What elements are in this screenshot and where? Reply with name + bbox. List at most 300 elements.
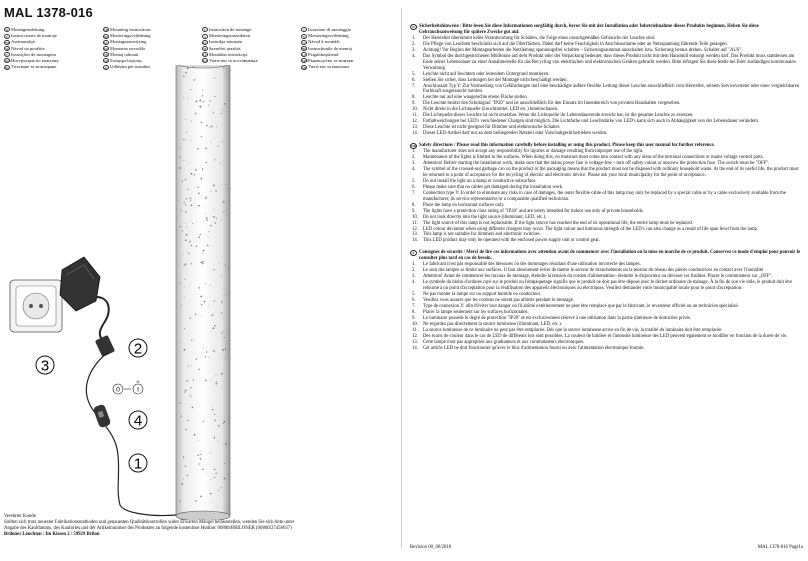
star-dot xyxy=(186,227,187,228)
star-dot xyxy=(224,103,226,105)
switch-state-symbols xyxy=(113,380,143,394)
star-dot xyxy=(183,478,184,479)
star-dot xyxy=(202,96,203,97)
list-item-number: 14. xyxy=(412,345,418,351)
list-item-number: 5. xyxy=(412,178,416,184)
list-item xyxy=(410,54,803,72)
section-heading xyxy=(410,250,803,262)
list-item-number: 11. xyxy=(412,220,418,226)
list-item-text: Do not look directly into the light source (illuminant, LED, etc.). xyxy=(423,214,547,220)
star-dot xyxy=(208,231,209,232)
star-dot xyxy=(224,463,225,464)
star-dot xyxy=(216,381,217,382)
star-dot xyxy=(214,477,215,478)
star-dot xyxy=(210,493,212,495)
star-dot xyxy=(214,414,215,415)
list-item-text: Diese Leuchte ist nicht geeignet für Dimmer und elektronische Schalter. xyxy=(423,125,561,131)
star-dot xyxy=(186,132,187,133)
star-dot xyxy=(207,220,208,221)
star-dot xyxy=(224,295,225,296)
star-dot xyxy=(211,479,212,480)
list-item-text: Cette lampe n'est pas appropriée aux graduateurs et aux commutateurs électroniques. xyxy=(423,339,585,345)
star-dot xyxy=(210,225,212,227)
list-item-text: Please make sure that no cables get damaged during the installation work. xyxy=(423,184,564,190)
star-dot xyxy=(199,463,200,464)
star-dot xyxy=(202,253,203,254)
star-dot xyxy=(206,472,207,473)
language-code-badge: NL xyxy=(104,40,108,45)
star-dot xyxy=(212,327,214,329)
list-item-number: 14. xyxy=(412,238,418,244)
step-3-label: 3 xyxy=(40,357,50,375)
list-item-text: Le luminaire possède le degré de protection "IP20" et est exclusivement réservé à une utilisation dans la partie intérieure de domiciles privés. xyxy=(423,315,692,321)
list-item-text: Die Pflege von Leuchten beschränkt sich auf die Oberflächen. Dabei darf keine Feuchtigkeit in Anschlussräume oder an Netzspannung führende Teile gelangen. xyxy=(423,41,728,47)
star-dot xyxy=(199,100,201,102)
star-dot xyxy=(204,301,206,303)
instruction-list xyxy=(410,149,803,244)
star-dot xyxy=(214,159,215,160)
star-dot xyxy=(184,223,185,224)
language-column xyxy=(202,27,297,70)
star-dot xyxy=(221,184,222,185)
list-item-number: 13. xyxy=(412,125,418,131)
language-code-badge: SK xyxy=(5,47,9,52)
star-dot xyxy=(210,453,211,454)
star-dot xyxy=(184,265,185,266)
language-code-badge: MK xyxy=(302,65,307,70)
star-dot xyxy=(213,350,214,351)
language-label: Paigaldusjuhend xyxy=(308,51,339,57)
star-dot xyxy=(216,126,217,127)
manufacturer-address: Briloner Leuchten / Im Kissen 2 / 59929 Brilon xyxy=(4,532,100,537)
list-item xyxy=(410,167,803,179)
list-item-text: Ne pas monter la lampe sur un support humide ou conducteur. xyxy=(423,292,542,298)
star-dot xyxy=(194,434,196,436)
star-dot xyxy=(181,483,183,485)
step-2-marker xyxy=(129,339,147,358)
star-dot xyxy=(201,136,202,137)
star-dot xyxy=(212,314,214,316)
star-dot xyxy=(200,458,202,460)
star-dot xyxy=(188,98,189,99)
list-item-number: 3. xyxy=(412,161,416,167)
star-dot xyxy=(186,380,187,381)
star-dot xyxy=(205,283,206,284)
language-label: Návod na použitie xyxy=(11,45,45,51)
list-item-number: 8. xyxy=(412,95,416,101)
star-dot xyxy=(218,146,219,147)
list-item-number: 7. xyxy=(412,303,416,309)
hotline-text: Angabe des Kaufdatums, des Kaufortes und der Artikelnummer des Produktes an folgende kostenlose Hotline: 00800/BRILONER (00800/27456637) xyxy=(4,526,292,531)
list-item-text: Das Symbol der durchgestrichenen Mülltonne auf dem Produkt oder der Verpackung bedeutet, dass dieses Produkt nicht mit dem Hausmüll entsorgt werden darf. Das Produkt muss stattdessen am Ende seiner Lebensdauer zu einer Annahmestelle für das Recycling von elektrischen und elektronischen Geräten gebracht werden. Bitte erfragen Sie diese Stelle bei Ihrer zuständigen kommunalen Verwaltung. xyxy=(423,53,796,71)
column-divider xyxy=(401,8,402,548)
customer-greeting: Verehrter Kunde xyxy=(4,514,36,519)
language-label: Instruction de montage xyxy=(209,27,252,32)
list-item-text: Le fabricant n'est pas responsable des blessures ou des dommages résultant d'une utilisation incorrecte des lampes. xyxy=(423,262,641,268)
star-dot xyxy=(202,90,203,91)
star-dot xyxy=(181,305,182,306)
star-dot xyxy=(185,429,186,430)
star-dot xyxy=(218,425,220,427)
list-item-text: Maintenance of the lights is limited to the surfaces. When doing this, no moisture must come into contact with any areas of the terminal connections or mains voltage control parts. xyxy=(423,155,764,161)
star-dot xyxy=(185,465,186,466)
star-dot xyxy=(214,325,216,327)
star-dot xyxy=(216,218,217,219)
star-dot xyxy=(195,169,197,171)
language-code-badge: DK xyxy=(104,34,109,39)
language-code-badge: AL xyxy=(104,65,108,70)
star-dot xyxy=(188,366,189,367)
star-dot xyxy=(179,167,181,169)
star-dot xyxy=(184,328,185,329)
star-dot xyxy=(191,173,193,175)
list-item-number: 6. xyxy=(412,184,416,190)
language-code-badge: E xyxy=(4,34,10,39)
star-dot xyxy=(215,190,216,191)
language-label: Συναρμολόγησης xyxy=(110,58,143,64)
language-label: Montāžas instrukcija xyxy=(209,51,248,57)
list-item-text: Stellen Sie sicher, dass Leitungen bei der Montage nicht beschädigt werden. xyxy=(423,77,568,83)
star-dot xyxy=(196,246,197,247)
star-dot xyxy=(225,184,226,185)
wall-socket xyxy=(10,280,62,332)
step-4-marker xyxy=(129,411,147,430)
language-label: Asennusohje xyxy=(11,39,35,45)
instruction-list xyxy=(410,36,803,137)
star-dot xyxy=(214,96,215,97)
star-dot xyxy=(220,276,221,277)
instruction-list xyxy=(410,262,803,351)
language-column xyxy=(301,27,396,70)
list-item-text: Ne regardez pas directement la source lumineuse (illuminant, LED, etc.). xyxy=(423,321,562,327)
list-item-number: 8. xyxy=(412,202,416,208)
list-item-text: Des écarts de couleur dans le cas de LED de différents lots sont possibles. La couleur de lumière et l'intensité lumineuse des LED peuvent également se modifier en fonction de la durée de vie. xyxy=(423,333,788,339)
language-code-badge: LT xyxy=(203,53,207,58)
step-2-label: 2 xyxy=(133,340,143,358)
star-dot xyxy=(186,140,187,141)
star-dot xyxy=(220,357,221,358)
star-dot xyxy=(224,478,226,480)
star-dot xyxy=(203,421,204,422)
section-heading-text: Safety directions / Please read this information carefully before installing or using this product. Please keep this user manual for further reference. xyxy=(419,143,715,149)
list-item-number: 14. xyxy=(412,131,418,137)
star-dot xyxy=(187,420,188,421)
step-4-label: 4 xyxy=(133,412,143,430)
star-dot xyxy=(192,407,194,409)
language-label: Montageaanwijzing xyxy=(110,39,147,45)
star-dot xyxy=(205,213,206,214)
star-dot xyxy=(183,457,184,458)
star-dot xyxy=(191,121,192,122)
star-dot xyxy=(211,381,212,382)
star-dot xyxy=(210,191,211,192)
star-dot xyxy=(197,148,198,149)
star-dot xyxy=(206,351,207,352)
list-item-text: Le symbole du bidon d'ordures rayé sur le produit ou l'empaquetage signifie que le produit ne doit pas être déposé avec le déchet ordinaire de ménage. À la fin de son vie utile, le produit doit être retourné à un point d'acceptation pour la réutilisation des appareils électroniques ou électriques. Veuillez demander votre municipalité locale pour le point d'acceptation. xyxy=(423,280,793,292)
section-heading-text: Consignes de sécurité / Merci de lire ces informations avec attention avant de commencer avec l'installation ou la mise en marche de ce produit. Conservez ce mode d'emploi pour pouvoir le consulter plus tard en cas de besoin. xyxy=(419,250,801,262)
list-item xyxy=(410,131,803,137)
list-item-text: Connection type Y: In order to eliminate any risks in case of damages, the outer flexible cable of this lamp may only be replaced by a special cable or by a cable exclusively available from the manufacturer, its service representative or a comparable qualified technician. xyxy=(423,190,786,202)
star-dot xyxy=(190,396,191,397)
list-item-text: Achtung! Vor Beginn der Montagearbeiten die Netzleitung spannungsfrei schalten – Sicherungsautomat ausschalten bzw. Sicherung heraus drehen. Schalter auf "AUS". xyxy=(423,47,743,53)
language-code-badge: RO xyxy=(104,47,109,52)
star-dot xyxy=(223,201,225,203)
star-dot xyxy=(180,226,181,227)
star-dot xyxy=(211,331,212,332)
star-dot xyxy=(221,373,223,375)
language-list xyxy=(4,27,396,70)
list-item-number: 4. xyxy=(412,280,416,286)
list-item-text: Dieser LED-Artikel darf nur an dem beiliegenden Netzteil oder Vorschaltgerät betrieben werden. xyxy=(423,131,608,137)
star-dot xyxy=(218,441,219,442)
star-dot xyxy=(180,501,181,502)
lamp-tube xyxy=(176,65,230,520)
list-item-text: Leuchte nur auf eine waagerechte ebene Fläche stellen xyxy=(423,95,527,101)
list-item-text: Die Lichtquelle dieser Leuchte ist nicht ersetzbar. Wenn die Lichtquelle ihr Lebensdauerende erreicht hat, ist die gesamte Leuchte zu ersetzen. xyxy=(423,113,694,119)
star-dot xyxy=(200,234,201,235)
star-dot xyxy=(225,264,226,265)
power-adapter xyxy=(60,257,109,323)
star-dot xyxy=(223,67,224,68)
language-code-badge: UA xyxy=(203,59,208,64)
list-item-number: 9. xyxy=(412,315,416,321)
language-label: Návod k montáži xyxy=(308,39,340,45)
star-dot xyxy=(198,205,200,207)
star-dot xyxy=(188,252,189,253)
star-dot xyxy=(211,141,212,142)
language-label: Упътване за монтиране xyxy=(11,64,57,70)
star-dot xyxy=(207,245,209,247)
safety-section xyxy=(410,143,803,244)
list-item-text: Farbabweichungen bei LED's verschiedener Chargen sind möglich. Die Lichtfarbe und Leuchtstärke von LED's kann sich auch in Abhängigkeit von der Lebensdauer verändern. xyxy=(423,119,759,125)
list-item-number: 9. xyxy=(412,208,416,214)
star-dot xyxy=(203,101,204,102)
language-code-badge: GR xyxy=(104,59,109,64)
star-dot xyxy=(198,193,200,195)
language-flag-badge: F xyxy=(410,250,417,256)
star-dot xyxy=(190,198,192,200)
star-dot xyxy=(199,106,201,108)
star-dot xyxy=(215,222,216,223)
star-dot xyxy=(201,262,202,263)
language-label: Instruções de montagem xyxy=(11,51,56,57)
star-dot xyxy=(219,263,220,264)
list-item-number: 1. xyxy=(412,35,416,41)
star-dot xyxy=(193,79,194,80)
star-dot xyxy=(221,332,222,333)
list-item xyxy=(410,280,803,292)
step-3-marker xyxy=(36,356,54,375)
list-item-text: Nicht direkt in die Lichtquelle (Leuchtmittel, LED etc.) hineinschauen. xyxy=(423,107,559,113)
star-dot xyxy=(191,340,192,341)
list-item-number: 2. xyxy=(412,268,416,274)
star-dot xyxy=(218,490,219,491)
list-item-number: 12. xyxy=(412,226,418,232)
star-dot xyxy=(190,387,191,388)
star-dot xyxy=(221,312,222,313)
language-code-badge: CZ xyxy=(302,40,306,45)
language-label: Monteringsinstruktion xyxy=(209,33,251,39)
page-title: MAL 1378-016 xyxy=(4,5,93,20)
star-dot xyxy=(198,369,199,370)
star-dot xyxy=(214,300,215,301)
star-dot xyxy=(213,112,214,113)
star-dot xyxy=(183,76,184,77)
star-dot xyxy=(193,66,194,67)
star-dot xyxy=(198,237,200,239)
list-item-text: Placer la lampe seulement sur les surfaces horizontales. xyxy=(423,309,529,315)
language-code-badge: F xyxy=(202,27,208,32)
star-dot xyxy=(198,187,199,188)
star-dot xyxy=(185,211,186,212)
star-dot xyxy=(184,297,185,298)
language-code-badge: TR xyxy=(104,53,108,58)
star-dot xyxy=(204,206,205,207)
star-dot xyxy=(201,178,203,180)
safety-section xyxy=(410,250,803,351)
star-dot xyxy=(183,97,184,98)
list-item-number: 5. xyxy=(412,292,416,298)
star-dot xyxy=(202,263,203,264)
list-item-number: 13. xyxy=(412,339,418,345)
star-dot xyxy=(223,331,224,332)
star-dot xyxy=(216,473,217,474)
star-dot xyxy=(215,374,216,375)
star-dot xyxy=(208,237,209,238)
list-item-number: 10. xyxy=(412,214,418,220)
star-dot xyxy=(206,196,207,197)
language-code-badge: P xyxy=(4,52,10,57)
star-dot xyxy=(220,220,221,221)
star-dot xyxy=(223,423,224,424)
star-dot xyxy=(184,349,186,351)
list-item-text: This LED product may only be operated with the enclosed power supply unit or control gear. xyxy=(423,238,600,244)
star-dot xyxy=(185,119,186,120)
star-dot xyxy=(193,379,194,380)
star-dot xyxy=(206,217,208,219)
star-dot xyxy=(225,359,226,360)
star-dot xyxy=(182,180,183,181)
language-entry xyxy=(202,58,297,64)
star-dot xyxy=(184,286,185,287)
language-code-badge: BG xyxy=(5,65,10,70)
star-dot xyxy=(210,100,211,101)
star-dot xyxy=(218,142,219,143)
list-item-number: 8. xyxy=(412,309,416,315)
star-dot xyxy=(200,262,201,263)
star-dot xyxy=(180,342,181,343)
star-dot xyxy=(213,185,215,187)
list-item-number: 7. xyxy=(412,83,416,89)
star-dot xyxy=(202,168,203,169)
section-heading xyxy=(410,24,803,36)
list-item-number: 11. xyxy=(412,327,418,333)
list-item xyxy=(410,346,803,352)
list-item-number: 5. xyxy=(412,71,416,77)
language-label: Montarno navodilo xyxy=(110,45,146,51)
star-dot xyxy=(210,285,211,286)
star-dot xyxy=(200,496,202,498)
star-dot xyxy=(184,202,185,203)
star-dot xyxy=(225,348,227,350)
page-footer xyxy=(410,545,803,550)
language-column xyxy=(4,27,99,70)
language-label: Mounting instructions xyxy=(110,27,151,32)
language-label: Monteringsveiledning xyxy=(308,33,349,39)
language-code-badge: H xyxy=(203,47,207,52)
language-label: Montageanleitung xyxy=(11,27,45,32)
star-dot xyxy=(205,380,206,381)
list-item-number: 1. xyxy=(412,262,416,268)
list-item-text: Do not install the light on a damp or conductive subsurface. xyxy=(423,178,537,184)
star-dot xyxy=(203,347,204,348)
list-item-number: 12. xyxy=(412,119,418,125)
list-item xyxy=(410,238,803,244)
list-item-number: 1. xyxy=(412,149,416,155)
star-dot xyxy=(190,200,191,201)
star-dot xyxy=(183,253,184,254)
star-dot xyxy=(184,160,185,161)
star-dot xyxy=(203,250,205,252)
step-1-marker xyxy=(129,454,147,473)
star-dot xyxy=(205,197,207,199)
star-dot xyxy=(216,507,217,508)
star-dot xyxy=(185,204,186,205)
star-dot xyxy=(213,209,214,210)
star-dot xyxy=(221,113,222,114)
star-dot xyxy=(222,349,224,351)
star-dot xyxy=(202,316,203,317)
language-code-badge: RUS xyxy=(5,59,11,64)
list-item-number: 13. xyxy=(412,232,418,238)
star-dot xyxy=(214,420,215,421)
language-label: Instrucciones de montaje xyxy=(11,33,57,39)
star-dot xyxy=(210,379,211,380)
list-item-number: 9. xyxy=(412,101,416,107)
star-dot xyxy=(182,230,183,231)
star-dot xyxy=(195,500,197,502)
list-item-text: Veuillez vous assurer que les cordons ne soient pas abîmés pendant le montage. xyxy=(423,297,575,303)
star-dot xyxy=(185,390,187,392)
star-dot xyxy=(194,174,195,175)
language-label: Ръководство за монтаж xyxy=(308,58,354,64)
list-item-text: The light source of this lamp is not replaceable. If the light source has reached the end of its operational life, the entire lamp must be replaced. xyxy=(423,220,693,226)
list-item-text: Cet article LED ne doit fonctionner qu'avec le bloc d'alimentation fourni ou avec l'alimentation électronique fournie. xyxy=(423,345,645,351)
revision-label: Revision 00_06/2018 xyxy=(410,545,452,550)
language-code-badge: PL xyxy=(203,40,207,45)
list-item-text: Attention! Before starting the installation work, make sure that the mains power line is voltage-free – turn off safety cutout or unscrew the protection fuse. The switch must be "OFF". xyxy=(423,161,770,167)
list-item-text: Anschlussart Typ Y: Zur Vermeidung von Gefährdungen darf eine beschädigte äußere flexible Leitung dieser Leuchte ausschließlich vom Hersteller, seinem Serviceverteter oder einer vergleichbaren Fachkraft ausgetauscht werden. xyxy=(423,83,800,95)
star-dot xyxy=(205,147,207,149)
star-dot xyxy=(208,105,209,106)
star-dot xyxy=(185,263,187,265)
star-dot xyxy=(209,357,210,358)
customer-notice xyxy=(4,514,396,538)
star-dot xyxy=(206,125,207,126)
language-column xyxy=(103,27,198,70)
star-dot xyxy=(184,279,185,280)
star-dot xyxy=(222,141,223,142)
language-label: Instrukja montażu xyxy=(209,39,243,45)
star-dot xyxy=(190,365,191,366)
language-label: Szerelési utasítás xyxy=(209,45,241,51)
star-dot xyxy=(191,204,193,206)
star-dot xyxy=(185,212,186,213)
list-item-text: Leuchte nicht auf feuchtem oder leitendem Untergrund montieren. xyxy=(423,71,550,77)
list-item xyxy=(410,84,803,96)
star-dot xyxy=(191,89,192,90)
list-item-text: The symbol of the crossed-out garbage can on the product or the packaging means that the product must not be disposed with ordinary household waste. At the end of its useful life, the product must be returned to a point of acceptance for the recycling of electric and electronic device. Please ask your local municipality for the point of acceptance. xyxy=(423,166,799,178)
